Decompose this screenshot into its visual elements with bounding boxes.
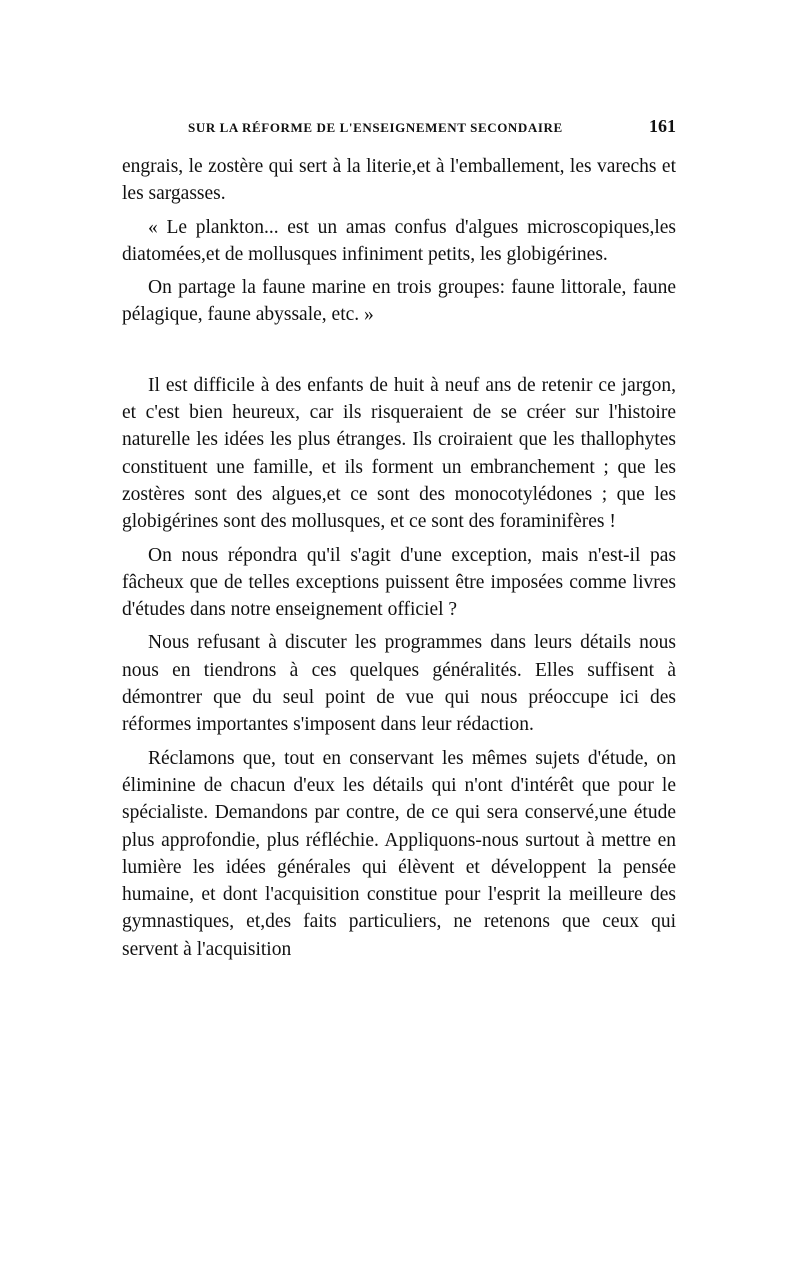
paragraph: On nous répondra qu'il s'agit d'une exception, mais n'est-il pas fâcheux que de telles exceptions puissent être imposées comme livres d'études dans notre enseignement officiel ? (122, 544, 676, 621)
body-text (122, 153, 676, 969)
running-head (188, 116, 676, 140)
paragraph: Nous refusant à discuter les programmes dans leurs détails nous nous en tiendrons à ces quelques généralités. Elles suffisent à démontrer que du seul point de vue qui nous préoccupe ici des réformes importantes s'imposent dans leur rédaction. (122, 632, 676, 736)
paragraph: « Le plankton... est un amas confus d'algues microscopiques,les diatomées,et de mollusques infiniment petits, les globigérines. (122, 216, 676, 265)
running-title: SUR LA RÉFORME DE L'ENSEIGNEMENT SECONDAIRE (188, 120, 563, 135)
paragraph: On partage la faune marine en trois groupes: faune littorale, faune pélagique, faune abyssale, etc. » (122, 277, 676, 326)
paragraph: engrais, le zostère qui sert à la literie,et à l'emballement, les varechs et les sargasses. (122, 156, 676, 205)
page-number: 161 (649, 116, 676, 136)
paragraph: Il est difficile à des enfants de huit à neuf ans de retenir ce jargon, et c'est bien heureux, car ils risqueraient de se créer sur l'histoire naturelle les idées les plus étranges. Ils croiraient que les thallophytes constituent une famille, et ils forment un embranchement ; que les zostères sont des algues,et ce sont des monocotylédones ; que les globigérines sont des mollusques, et ce sont des foraminifères ! (122, 374, 676, 533)
paragraph: Réclamons que, tout en conservant les mêmes sujets d'étude, on éliminine de chacun d'eux les détails qui n'ont d'intérêt que pour le spécialiste. Demandons par contre, de ce qui sera conservé,une étude plus approfondie, plus réfléchie. Appliquons-nous surtout à mettre en lumière les idées générales qui élèvent et développent la pensée humaine, et dont l'acquisition constitue pour l'esprit la meilleure des gymnastiques, et,des faits particuliers, ne retenons que ceux qui servent à l'acquisition (122, 747, 676, 960)
section-break (122, 335, 676, 372)
